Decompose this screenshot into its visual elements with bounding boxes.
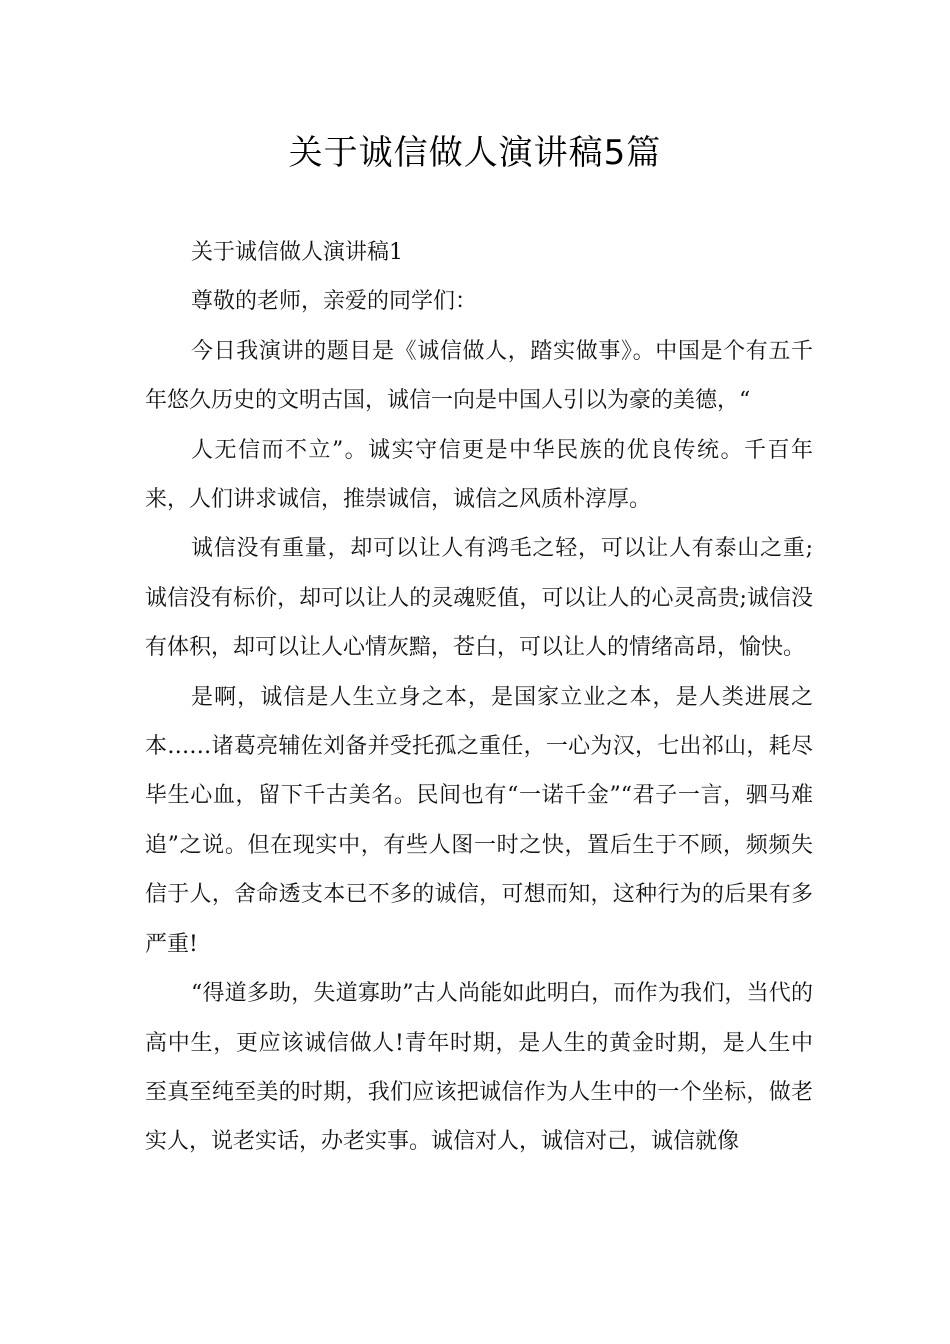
- paragraph: “得道多助，失道寡助”古人尚能如此明白，而作为我们，当代的高中生，更应该诚信做人!青年时期，是人生的黄金时期，是人生中至真至纯至美的时期，我们应该把诚信作为人生中的一个坐标，做老实人，说老实话，办老实事。诚信对人，诚信对己，诚信就像: [145, 981, 813, 1155]
- paragraph: 诚信没有重量，却可以让人有鸿毛之轻，可以让人有泰山之重;诚信没有标价，却可以让人的灵魂贬值，可以让人的心灵高贵;诚信没有体积，却可以让人心情灰黯，苍白，可以让人的情绪高昂，愉快。: [145, 536, 813, 661]
- paragraph: 人无信而不立”。诚实守信更是中华民族的优良传统。千百年来，人们讲求诚信，推崇诚信，诚信之风质朴淳厚。: [145, 437, 813, 513]
- paragraph: 今日我演讲的题目是《诚信做人，踏实做事》。中国是个有五千年悠久历史的文明古国，诚信一向是中国人引以为豪的美德，“: [145, 338, 813, 414]
- document-title: 关于诚信做人演讲稿5篇: [288, 133, 662, 173]
- paragraph-salutation: 尊敬的老师，亲爱的同学们：: [191, 289, 478, 315]
- paragraph-heading: 关于诚信做人演讲稿1: [191, 240, 403, 265]
- document-body: [145, 228, 813, 1167]
- paragraph: 是啊，诚信是人生立身之本，是国家立业之本，是人类进展之本……诸葛亮辅佐刘备并受托孤之重任，一心为汉，七出祁山，耗尽毕生心血，留下千古美名。民间也有“一诺千金”“君子一言，驷马难追”之说。但在现实中，有些人图一时之快，置后生于不顾，频频失信于人，舍命透支本已不多的诚信，可想而知，这种行为的后果有多严重!: [145, 684, 813, 957]
